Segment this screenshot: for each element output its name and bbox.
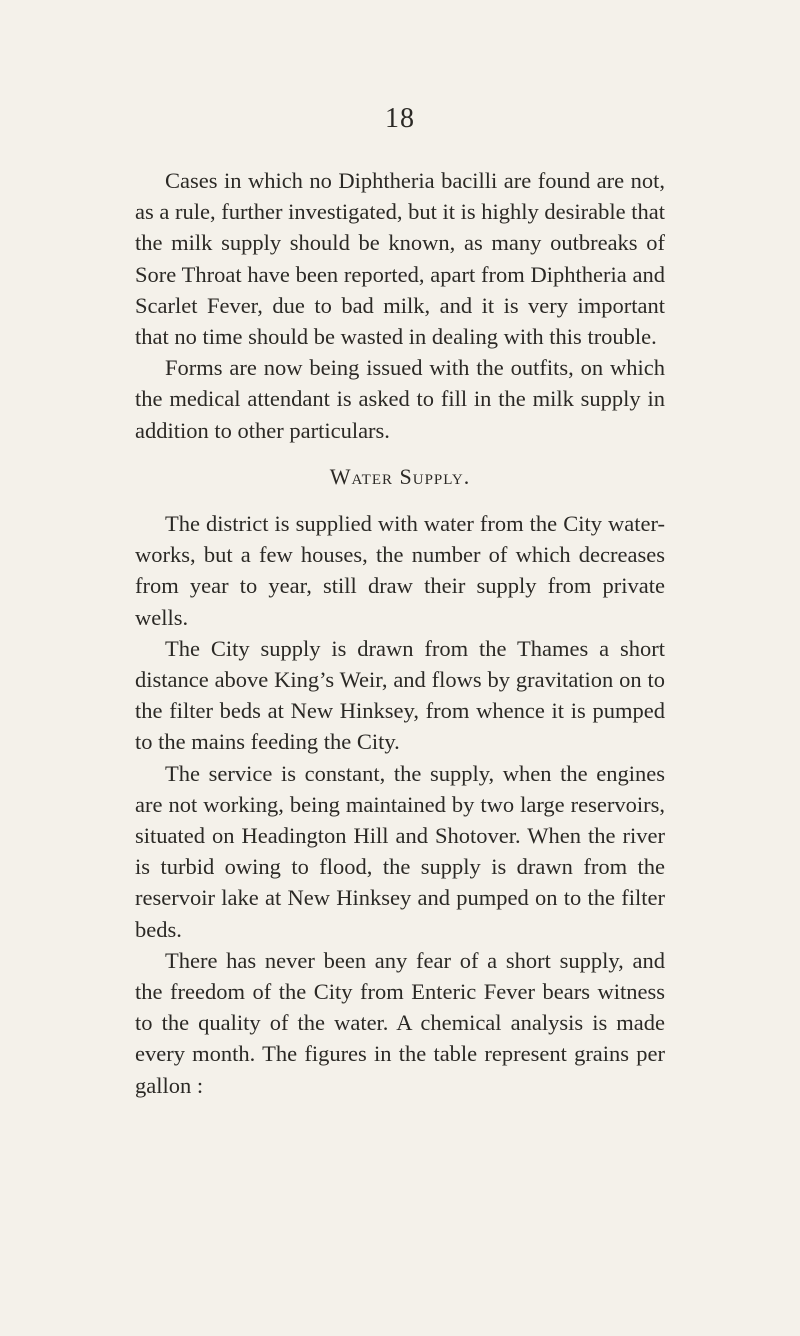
- paragraph-city-supply: The City supply is drawn from the Thames a short distance above King’s Weir, and flows by gravitation on to the filter beds at New Hinksey, from whence it is pumped to the mains feeding the City.: [135, 635, 665, 755]
- paragraph-service: The service is constant, the supply, when the engines are not working, being maintained by two large reservoirs, situated on Headington Hill and Shotover. When the river is turbid owing to flood, the supply is drawn from the reservoir lake at New Hinksey and pumped on to the filter beds.: [135, 760, 665, 942]
- body-text-before-heading: [135, 165, 665, 446]
- page-number: 18: [385, 103, 415, 134]
- section-heading: Water Supply.: [329, 464, 471, 489]
- body-text-after-heading: [135, 508, 665, 1101]
- paragraph-forms-issued: Forms are now being issued with the outfits, on which the medical attendant is asked to fill in the milk supply in addition to other particulars.: [135, 355, 665, 443]
- paragraph-district-supply: The district is supplied with water from the City water-works, but a few houses, the number of which decreases from year to year, still draw their supply from private wells.: [135, 511, 665, 630]
- paragraph-diphtheria-cases: Cases in which no Diphtheria bacilli are found are not, as a rule, further investigated, but it is highly desirable that the milk supply should be known, as many outbreaks of Sore Throat have been reported, apart from Diphtheria and Scarlet Fever, due to bad milk, and it is very important that no time should be wasted in dealing with this trouble.: [135, 168, 665, 350]
- paragraph-water-quality: There has never been any fear of a short supply, and the freedom of the City from Enteric Fever bears witness to the quality of the water. A chemical analysis is made every month. The figures in the table represent grains per gallon :: [135, 947, 665, 1098]
